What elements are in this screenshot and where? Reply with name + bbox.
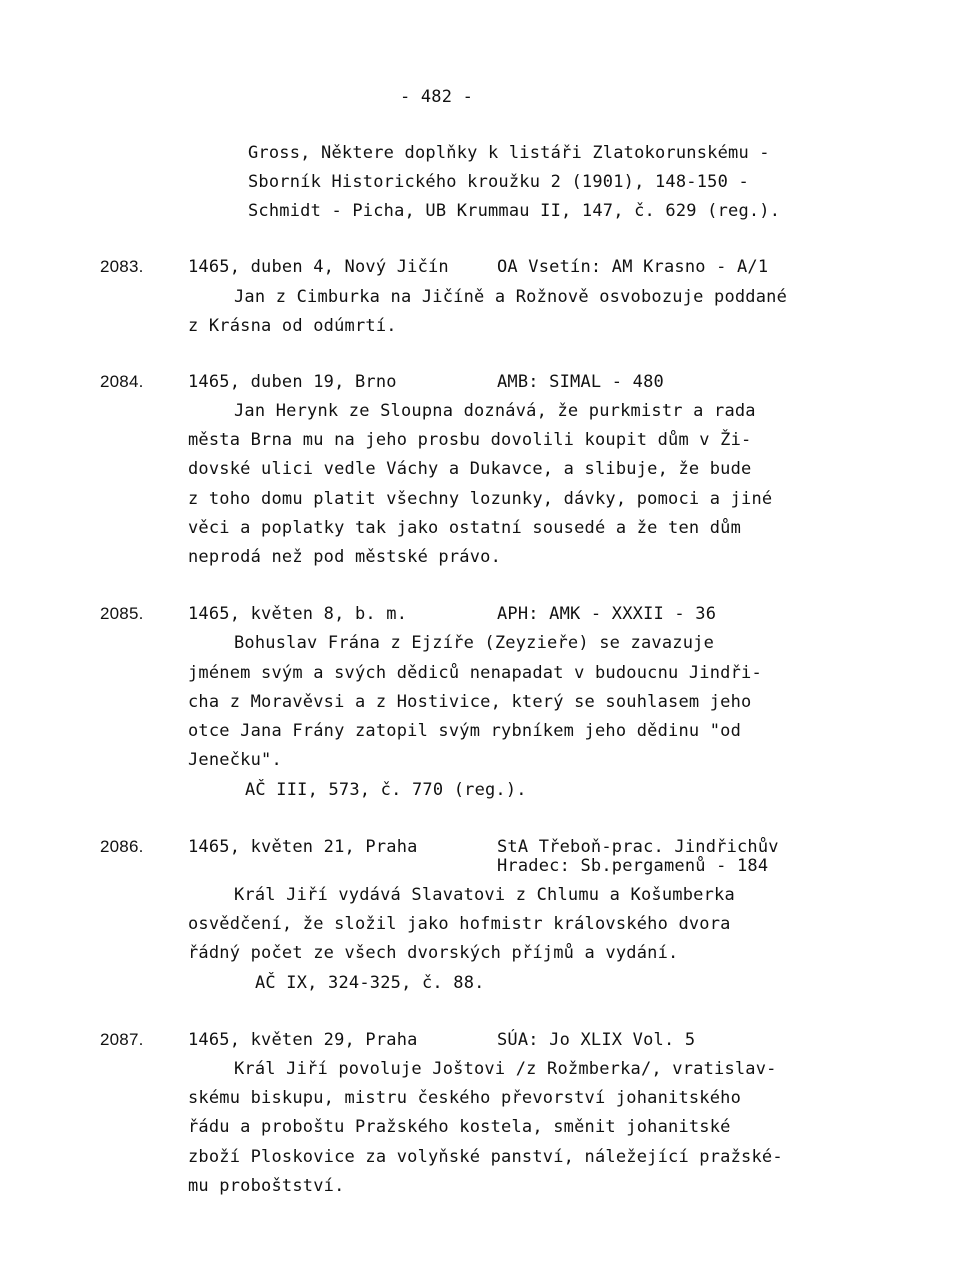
entry-text-line: z toho domu platit všechny lozunky, dávky, pomoci a jiné bbox=[188, 489, 773, 509]
entry-text-line: Jenečku". bbox=[188, 750, 282, 770]
entry-text-line: řádný počet ze všech dvorských příjmů a vydání. bbox=[188, 943, 679, 963]
entry-number: 2085. bbox=[100, 604, 144, 623]
entry-header: 1465, květen 8, b. m. bbox=[188, 604, 408, 624]
entry-text-line: neprodá než pod městské právo. bbox=[188, 547, 502, 567]
entry-text-line: zboží Ploskovice za volyňské panství, náležející pražské- bbox=[188, 1147, 783, 1167]
entry-archive: APH: AMK - XXXII - 36 bbox=[497, 604, 717, 624]
entry-reference: AČ IX, 324-325, č. 88. bbox=[255, 973, 485, 993]
entry-text-line: Jan z Cimburka na Jičíně a Rožnově osvobozuje poddané bbox=[234, 287, 788, 307]
intro-line: Schmidt - Picha, UB Krummau II, 147, č. 629 (reg.). bbox=[248, 201, 781, 221]
entry-text-line: dovské ulici vedle Váchy a Dukavce, a slibuje, že bude bbox=[188, 459, 752, 479]
entry-number: 2083. bbox=[100, 257, 144, 276]
entry-text-line: mu proboštství. bbox=[188, 1176, 345, 1196]
entry-reference: AČ III, 573, č. 770 (reg.). bbox=[245, 780, 527, 800]
entry-text-line: města Brna mu na jeho prosbu dovolili koupit dům v Ži- bbox=[188, 430, 752, 450]
entry-text-line: věci a poplatky tak jako ostatní sousedé a že ten dům bbox=[188, 518, 742, 538]
entry-header: 1465, duben 4, Nový Jičín bbox=[188, 257, 449, 277]
entry-text-line: z Krásna od odúmrtí. bbox=[188, 316, 397, 336]
entry-archive: StA Třeboň-prac. Jindřichův bbox=[497, 837, 779, 857]
entry-text-line: Bohuslav Frána z Ejzíře (Zeyzieře) se zavazuje bbox=[234, 633, 715, 653]
intro-line: Sborník Historického kroužku 2 (1901), 148-150 - bbox=[248, 172, 749, 192]
entry-text-line: Král Jiří povoluje Joštovi /z Rožmberka/, vratislav- bbox=[234, 1059, 777, 1079]
entry-archive: Hradec: Sb.pergamenů - 184 bbox=[497, 856, 769, 876]
entry-text-line: cha z Moravěvsi a z Hostivice, který se souhlasem jeho bbox=[188, 692, 752, 712]
entry-header: 1465, květen 29, Praha bbox=[188, 1030, 418, 1050]
intro-line: Gross, Některe doplňky k listáři Zlatokorunskému - bbox=[248, 143, 770, 163]
entry-archive: OA Vsetín: AM Krasno - A/1 bbox=[497, 257, 769, 277]
entry-text-line: řádu a proboštu Pražského kostela, směnit johanitské bbox=[188, 1117, 731, 1137]
entry-text-line: osvědčení, že složil jako hofmistr královského dvora bbox=[188, 914, 731, 934]
entry-text-line: Jan Herynk ze Sloupna doznává, že purkmistr a rada bbox=[234, 401, 756, 421]
entry-text-line: otce Jana Frány zatopil svým rybníkem jeho dědinu "od bbox=[188, 721, 742, 741]
entry-text-line: Král Jiří vydává Slavatovi z Chlumu a Košumberka bbox=[234, 885, 735, 905]
entry-header: 1465, duben 19, Brno bbox=[188, 372, 397, 392]
entry-archive: SÚA: Jo XLIX Vol. 5 bbox=[497, 1030, 696, 1050]
page-number: - 482 - bbox=[400, 87, 474, 107]
entry-text-line: jménem svým a svých dědiců nenapadat v budoucnu Jindři- bbox=[188, 663, 762, 683]
entry-number: 2087. bbox=[100, 1030, 144, 1049]
entry-header: 1465, květen 21, Praha bbox=[188, 837, 418, 857]
entry-archive: AMB: SIMAL - 480 bbox=[497, 372, 664, 392]
entry-text-line: skému biskupu, mistru českého převorství johanitského bbox=[188, 1088, 742, 1108]
entry-number: 2084. bbox=[100, 372, 144, 391]
entry-number: 2086. bbox=[100, 837, 144, 856]
